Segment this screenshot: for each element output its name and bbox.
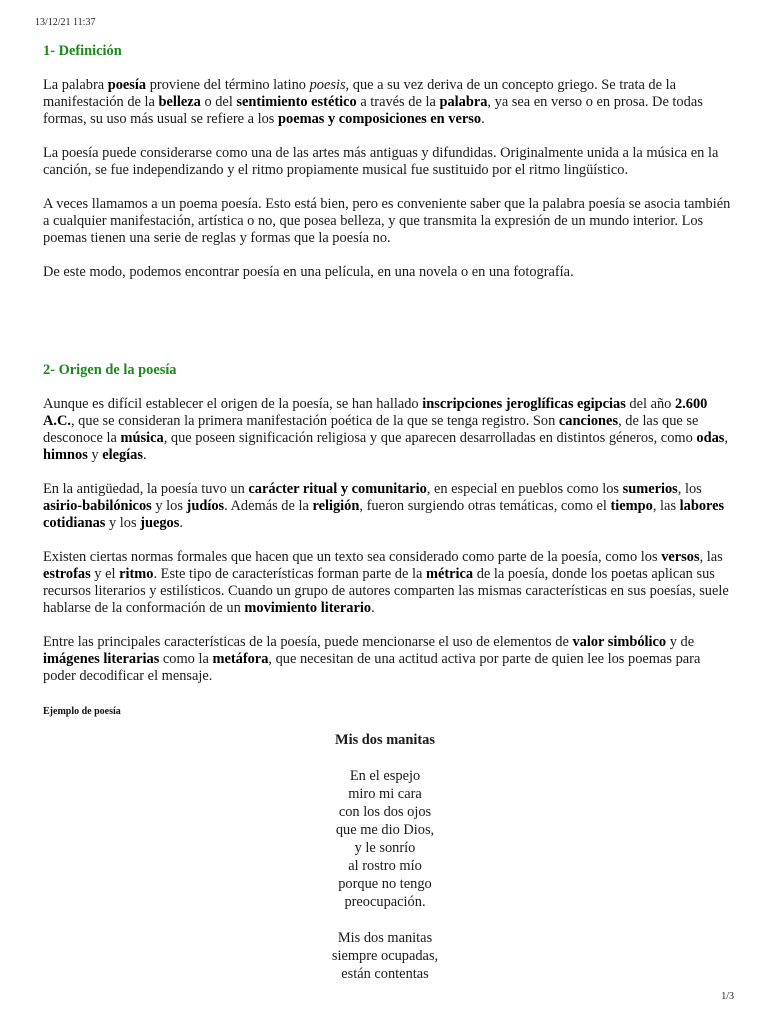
poem-line: que me dio Dios, (335, 822, 435, 838)
poem-stanza (43, 767, 727, 911)
section-heading-definicion: 1- Definición (43, 43, 122, 59)
paragraph (43, 196, 733, 247)
bold-term: judíos (186, 498, 225, 514)
paragraph (43, 396, 733, 464)
poem-line: preocupación. (344, 894, 426, 910)
italic-term: poesis (309, 77, 346, 93)
text-run: , las (652, 498, 680, 514)
text-run: , (724, 430, 728, 446)
bold-term: palabra (439, 94, 488, 110)
text-run: En la antigüedad, la poesía tuvo un (43, 481, 249, 497)
text-run: . (481, 111, 485, 127)
poem-stanza (43, 929, 727, 983)
bold-term: métrica (425, 566, 474, 582)
poem-line: al rostro mío (348, 858, 422, 874)
poem-line: siempre ocupadas, (331, 948, 439, 964)
text-run: La poesía puede considerarse como una de las artes más antiguas y difundidas. Originalmente unida a la música en la canción, se fue independizando y el ritmo propiamente musical fue sustituido por el ritmo lingüístico. (43, 145, 719, 178)
text-run: y los (151, 498, 187, 514)
bold-term: sumerios (622, 481, 678, 497)
bold-term: imágenes literarias (43, 651, 160, 667)
paragraph (43, 481, 733, 532)
bold-term: asirio-babilónicos (43, 498, 152, 514)
bold-term: belleza (158, 94, 201, 110)
text-run: , ya sea en verso o en prosa. De todas formas, su uso más usual se refiere a los (43, 94, 703, 127)
text-run: proviene del término latino (146, 77, 310, 93)
text-run: Aunque es difícil establecer el origen de la poesía, se han hallado (43, 396, 423, 412)
text-run: . Además de la (224, 498, 313, 514)
bold-term: poesía (107, 77, 147, 93)
bold-term: versos (661, 549, 700, 565)
text-run: , en especial en pueblos como los (426, 481, 623, 497)
text-run: , que necesitan de una actitud activa por parte de quien lee los poemas para poder decodificar el mensaje. (43, 651, 701, 684)
bold-term: movimiento literario (244, 600, 372, 616)
text-run: Entre las principales características de la poesía, puede mencionarse el uso de elementos de (43, 634, 573, 650)
text-run: . (142, 447, 147, 463)
text-run: , que se consideran la primera manifestación poética de la que se tenga registro. Son (70, 413, 559, 429)
bold-term: valor simbólico (572, 634, 667, 650)
text-run: , de las que se desconoce la (43, 413, 699, 446)
poem-line: porque no tengo (338, 876, 432, 892)
print-timestamp: 13/12/21 11:37 (35, 17, 96, 28)
example-label: Ejemplo de poesía (43, 706, 121, 717)
paragraph (43, 549, 733, 617)
page-number: 1/3 (721, 991, 734, 1002)
paragraph (43, 634, 733, 685)
bold-term: música (120, 430, 164, 446)
bold-term: ritmo (119, 566, 154, 582)
bold-term: himnos (43, 447, 88, 463)
paragraph (43, 77, 733, 128)
bold-term: sentimiento estético (236, 94, 357, 110)
text-run: , que poseen significación religiosa y que aparecen desarrolladas en distintos géneros, como (163, 430, 697, 446)
bold-term: estrofas (43, 566, 91, 582)
text-run: y de (666, 634, 695, 650)
text-run: a través de la (356, 94, 440, 110)
paragraph (43, 264, 733, 281)
text-run: . Este tipo de características forman parte de la (153, 566, 426, 582)
bold-term: tiempo (610, 498, 653, 514)
poem (43, 731, 727, 983)
text-run: A veces llamamos a un poema poesía. Esto está bien, pero es conveniente saber que la palabra poesía se asocia también a cualquier manifestación, artística o no, que posea belleza, y que transmita la expresión de un mundo interior. Los poemas tienen una serie de reglas y formas que la poesía no. (43, 196, 731, 246)
text-run: , que a su vez deriva de un concepto griego. Se trata de la manifestación de la (43, 77, 676, 110)
text-run: . (371, 600, 375, 616)
text-run: , fueron surgiendo otras temáticas, como el (359, 498, 611, 514)
paragraph (43, 145, 733, 179)
text-run: . (179, 515, 183, 531)
bold-term: juegos (140, 515, 180, 531)
bold-term: poemas y composiciones en verso (278, 111, 482, 127)
bold-term: elegías (102, 447, 143, 463)
bold-term: 2.600 A.C. (43, 396, 708, 429)
bold-term: religión (312, 498, 360, 514)
poem-line: En el espejo (349, 768, 421, 784)
poem-title: Mis dos manitas (335, 732, 435, 748)
bold-term: metáfora (212, 651, 269, 667)
poem-line: miro mi cara (348, 786, 422, 802)
text-run: de la poesía, donde los poetas aplican sus recursos literarios y estilísticos. Cuando un grupo de autores comparten las mismas características en sus poesías, suele hablarse de la conformación de un (43, 566, 729, 616)
bold-term: inscripciones jeroglíficas egipcias (422, 396, 626, 412)
poem-line: y le sonrío (354, 840, 416, 856)
text-run: y los (105, 515, 141, 531)
bold-term: odas (696, 430, 725, 446)
text-run: y (87, 447, 103, 463)
section-heading-origen: 2- Origen de la poesía (43, 362, 177, 378)
bold-term: labores cotidianas (43, 498, 725, 531)
poem-line: Mis dos manitas (337, 930, 433, 946)
text-run: como la (159, 651, 213, 667)
text-run: y el (90, 566, 120, 582)
poem-line: están contentas (341, 966, 429, 982)
text-run: Existen ciertas normas formales que hacen que un texto sea considerado como parte de la poesía, como los (43, 549, 662, 565)
bold-term: canciones (558, 413, 619, 429)
text-run: De este modo, podemos encontrar poesía en una película, en una novela o en una fotografía. (43, 264, 574, 280)
text-run: La palabra (43, 77, 108, 93)
bold-term: carácter ritual y comunitario (248, 481, 427, 497)
text-run: , los (677, 481, 702, 497)
poem-line: con los dos ojos (338, 804, 432, 820)
text-run: o del (200, 94, 237, 110)
text-run: del año (625, 396, 675, 412)
text-run: , las (699, 549, 723, 565)
